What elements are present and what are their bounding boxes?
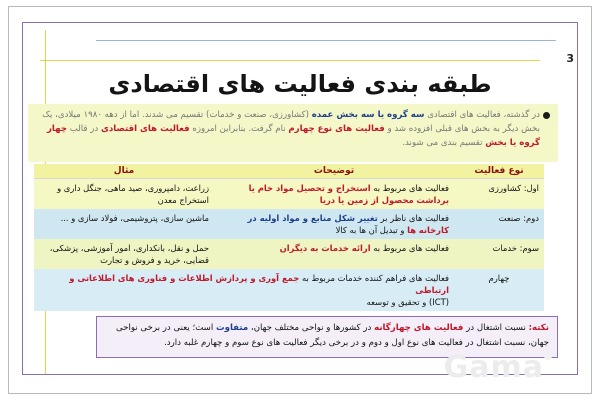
intro-highlight: سه گروه یا سه بخش عمده: [311, 110, 425, 120]
note-highlight: فعالیت های چهارگانه: [374, 323, 464, 333]
intro-paragraph: [28, 104, 558, 162]
cell-type: سوم: خدمات: [454, 239, 544, 269]
cell-type: چهارم: [454, 269, 544, 311]
intro-text: در قالب: [69, 124, 99, 134]
note-highlight: متفاوت: [215, 323, 249, 333]
activities-table: [34, 164, 544, 311]
cell-example: زراعت، دامپروری، صید ماهی، جنگل داری و استخراج معدن: [34, 179, 214, 210]
desc-highlight: تغییر شکل منابع و مواد اولیه در: [247, 213, 378, 223]
desc-highlight: محصول از زمین یا دریا: [319, 195, 414, 205]
desc-highlight: استخراج و تحصیل مواد خام یا برداشت: [248, 183, 449, 205]
cell-example: حمل و نقل، بانکداری، امور آموزشی، پزشکی، قضایی، خرید و فروش و تجارت: [34, 239, 214, 269]
intro-highlight: چهار گروه یا بخش: [46, 124, 540, 148]
cell-desc: [214, 209, 454, 239]
decor-line: [40, 60, 540, 61]
desc-highlight: جمع آوری و پردازش اطلاعات و فناوری های اطلاعاتی و ارتباطی: [69, 273, 449, 295]
desc-text: فعالیت های ناظر بر: [380, 213, 449, 223]
note-label: نکته:: [528, 323, 549, 333]
intro-text: تقسیم بندی می شوند.: [402, 138, 483, 148]
intro-text: در گذشته، فعالیت های اقتصادی: [427, 110, 540, 120]
header-desc: توضیحات: [214, 164, 454, 179]
cell-type: دوم: صنعت: [454, 209, 544, 239]
cell-desc: [214, 239, 454, 269]
header-example: مثال: [34, 164, 214, 179]
note-text: در کشورها و نواحی مختلف جهان،: [250, 323, 372, 333]
cell-type: اول: کشاورزی: [454, 179, 544, 210]
desc-text: فعالیت های مربوط به: [373, 243, 449, 253]
table-row: [34, 209, 544, 239]
desc-highlight: ارائه خدمات به دیگران: [279, 243, 371, 253]
page-title: طبقه بندی فعالیت های اقتصادی: [108, 70, 492, 98]
decor-line: [96, 40, 556, 41]
header-type: نوع فعالیت: [454, 164, 544, 179]
note-text: است؛ یعنی در برخی نواحی جهان، نسبت اشتغال در فعالیت های نوع اول و دوم و در برخی دیگر فعالیت های نوع سوم و چهارم غلبه دارد.: [115, 323, 549, 348]
intro-highlight: فعالیت های نوع چهارم: [288, 124, 385, 134]
cell-example: ماشین سازی، پتروشیمی، فولاد سازی و ...: [34, 209, 214, 239]
table-row: [34, 179, 544, 210]
cell-desc: [34, 269, 454, 311]
intro-text: نام گرفت. بنابراین امروزه: [192, 124, 286, 134]
intro-text: (کشاورزی، صنعت و خدمات) تقسیم می شدند. اما از دهه ۱۹۸۰: [83, 110, 309, 120]
intro-text: میلادی، یک بخش دیگر به بخش های قبلی افزوده شد و: [42, 110, 540, 134]
note-text: نسبت اشتغال در: [466, 323, 526, 333]
table-row: [34, 239, 544, 269]
desc-text: فعالیت های فراهم کننده خدمات مربوط به: [302, 273, 449, 283]
slide-number: 3: [566, 52, 574, 65]
intro-highlight: فعالیت های اقتصادی: [100, 124, 190, 134]
desc-text: (ICT) و تحقیق و توسعه: [366, 297, 449, 307]
cell-desc: [214, 179, 454, 210]
desc-text: فعالیت های مربوط به: [373, 183, 449, 193]
decor-line: [22, 22, 578, 23]
bullet-icon: [543, 112, 550, 119]
desc-highlight: ها: [407, 225, 417, 235]
watermark-dot-icon: [544, 352, 552, 360]
desc-text: و تبدیل آن ها به کالا: [335, 225, 405, 235]
watermark-logo: Gama: [443, 350, 544, 385]
desc-highlight: کارخانه: [418, 225, 449, 235]
table-header-row: [34, 164, 544, 179]
table-row: [34, 269, 544, 311]
